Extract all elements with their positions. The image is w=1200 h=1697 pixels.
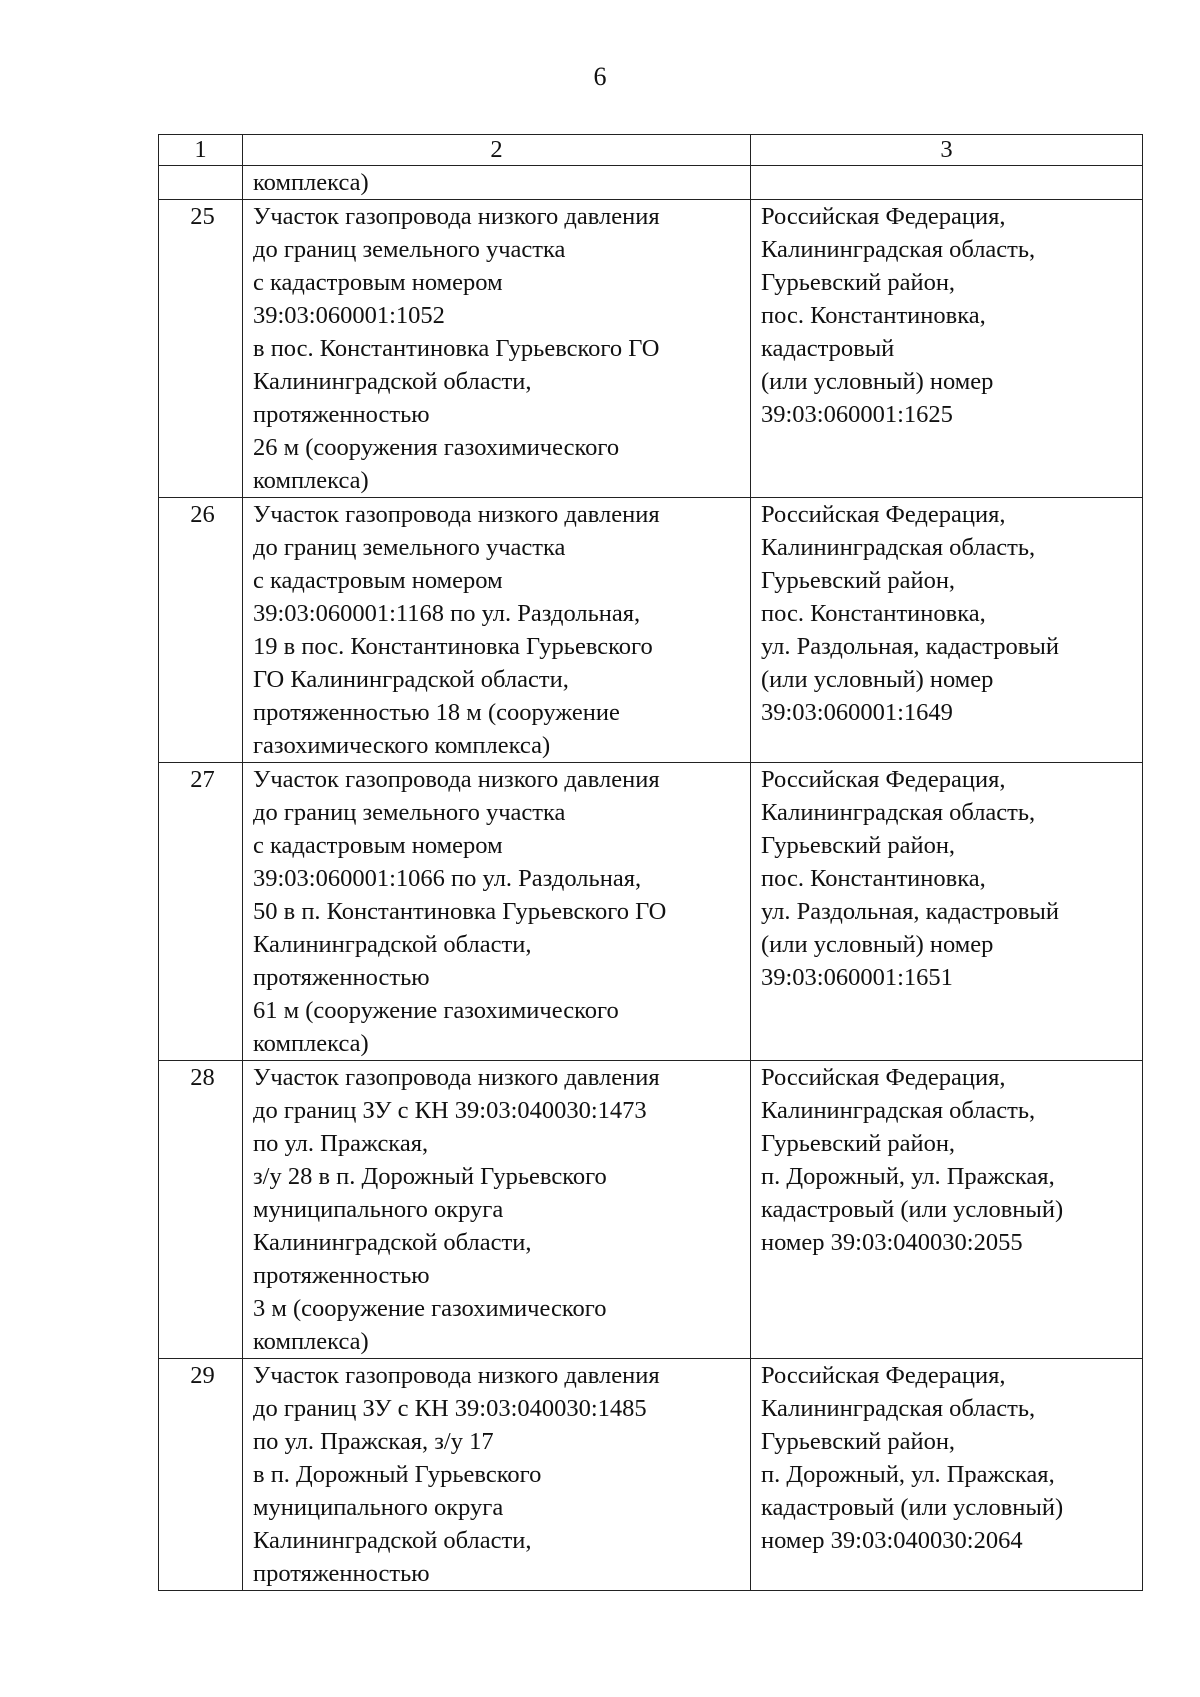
address-line: (или условный) номер: [761, 931, 994, 958]
address-line: Калининградская область,: [761, 1097, 1036, 1124]
address-line: пос. Константиновка,: [761, 600, 986, 627]
address-line: Гурьевский район,: [761, 832, 956, 859]
address-line: Российская Федерация,: [761, 501, 1006, 528]
description-line: Участок газопровода низкого давления: [253, 766, 660, 793]
description-line: до границ земельного участка: [253, 236, 566, 263]
description-line: 19 в пос. Константиновка Гурьевского: [253, 633, 653, 660]
description-line: Участок газопровода низкого давления: [253, 501, 660, 528]
address-line: п. Дорожный, ул. Пражская,: [761, 1163, 1055, 1190]
object-description: [243, 763, 751, 1061]
object-address: [751, 1359, 1143, 1591]
object-address: [751, 200, 1143, 498]
address-line: 39:03:060001:1625: [761, 401, 953, 428]
address-line: Гурьевский район,: [761, 269, 956, 296]
address-line: Российская Федерация,: [761, 1064, 1006, 1091]
object-address: [751, 763, 1143, 1061]
description-line: 50 в п. Константиновка Гурьевского ГО: [253, 898, 667, 925]
column-header-address: 3: [751, 135, 1143, 166]
description-line: комплекса): [253, 1328, 369, 1355]
table-row: [159, 200, 1143, 498]
description-line: муниципального округа: [253, 1494, 504, 1521]
address-line: номер 39:03:040030:2055: [761, 1229, 1023, 1256]
header-row: [159, 135, 1143, 166]
address-line: п. Дорожный, ул. Пражская,: [761, 1461, 1055, 1488]
description-line: Калининградской области,: [253, 931, 532, 958]
description-line: Участок газопровода низкого давления: [253, 203, 660, 230]
address-line: 39:03:060001:1651: [761, 964, 953, 991]
address-line: кадастровый: [761, 335, 895, 362]
address-line: (или условный) номер: [761, 666, 994, 693]
object-description: [243, 1061, 751, 1359]
row-number: 28: [159, 1061, 243, 1359]
description-line: Калининградской области,: [253, 368, 532, 395]
description-line: до границ ЗУ с КН 39:03:040030:1485: [253, 1395, 647, 1422]
description-line: 39:03:060001:1066 по ул. Раздольная,: [253, 865, 642, 892]
description-line: в п. Дорожный Гурьевского: [253, 1461, 542, 1488]
row-number: 25: [159, 200, 243, 498]
description-line: Калининградской области,: [253, 1527, 532, 1554]
description-line: в пос. Константиновка Гурьевского ГО: [253, 335, 660, 362]
description-line: с кадастровым номером: [253, 567, 503, 594]
description-line: 39:03:060001:1168 по ул. Раздольная,: [253, 600, 641, 627]
address-line: Калининградская область,: [761, 236, 1036, 263]
description-line: по ул. Пражская,: [253, 1130, 429, 1157]
address-line: Российская Федерация,: [761, 203, 1006, 230]
description-line: муниципального округа: [253, 1196, 504, 1223]
description-line: до границ земельного участка: [253, 534, 566, 561]
description-line: ГО Калининградской области,: [253, 666, 569, 693]
table-body: [159, 166, 1143, 1591]
description-line: протяженностью: [253, 964, 430, 991]
address-line: 39:03:060001:1649: [761, 699, 953, 726]
address-line: Калининградская область,: [761, 534, 1036, 561]
description-line: 39:03:060001:1052: [253, 302, 445, 329]
address-line: Калининградская область,: [761, 1395, 1036, 1422]
address-line: Российская Федерация,: [761, 1362, 1006, 1389]
description-line: с кадастровым номером: [253, 269, 503, 296]
table-row: [159, 1359, 1143, 1591]
registry-table: [158, 134, 1143, 1591]
address-line: номер 39:03:040030:2064: [761, 1527, 1023, 1554]
description-line: протяженностью: [253, 1560, 430, 1587]
address-line: Калининградская область,: [761, 799, 1036, 826]
row-number: 26: [159, 498, 243, 763]
address-line: пос. Константиновка,: [761, 302, 986, 329]
continuation-row: [159, 166, 1143, 200]
object-address: [751, 498, 1143, 763]
description-line: протяженностью 18 м (сооружение: [253, 699, 620, 726]
description-line: с кадастровым номером: [253, 832, 503, 859]
address-line: ул. Раздольная, кадастровый: [761, 633, 1059, 660]
object-description: [243, 1359, 751, 1591]
description-line: до границ ЗУ с КН 39:03:040030:1473: [253, 1097, 647, 1124]
description-line: комплекса): [253, 1030, 369, 1057]
address-line: кадастровый (или условный): [761, 1196, 1064, 1223]
object-address: [751, 1061, 1143, 1359]
description-line: з/у 28 в п. Дорожный Гурьевского: [253, 1163, 607, 1190]
description-line: Калининградской области,: [253, 1229, 532, 1256]
continuation-address: [751, 166, 1143, 200]
description-line: 26 м (сооружения газохимического: [253, 434, 620, 461]
address-line: Гурьевский район,: [761, 567, 956, 594]
object-description: [243, 200, 751, 498]
address-line: Гурьевский район,: [761, 1130, 956, 1157]
column-header-number: 1: [159, 135, 243, 166]
description-line: до границ земельного участка: [253, 799, 566, 826]
address-line: (или условный) номер: [761, 368, 994, 395]
table-row: [159, 498, 1143, 763]
row-number: 27: [159, 763, 243, 1061]
description-line: газохимического комплекса): [253, 732, 551, 759]
page-number: 6: [593, 62, 607, 91]
description-line: комплекса): [253, 169, 369, 196]
address-line: ул. Раздольная, кадастровый: [761, 898, 1059, 925]
continuation-number: [159, 166, 243, 200]
description-line: протяженностью: [253, 401, 430, 428]
description-line: Участок газопровода низкого давления: [253, 1064, 660, 1091]
column-header-description: 2: [243, 135, 751, 166]
description-line: 3 м (сооружение газохимического: [253, 1295, 607, 1322]
address-line: Российская Федерация,: [761, 766, 1006, 793]
address-line: кадастровый (или условный): [761, 1494, 1064, 1521]
description-line: 61 м (сооружение газохимического: [253, 997, 619, 1024]
address-line: пос. Константиновка,: [761, 865, 986, 892]
description-line: протяженностью: [253, 1262, 430, 1289]
description-line: Участок газопровода низкого давления: [253, 1362, 660, 1389]
description-line: по ул. Пражская, з/у 17: [253, 1428, 494, 1455]
description-line: комплекса): [253, 467, 369, 494]
table-row: [159, 763, 1143, 1061]
table-row: [159, 1061, 1143, 1359]
continuation-description: [243, 166, 751, 200]
row-number: 29: [159, 1359, 243, 1591]
object-description: [243, 498, 751, 763]
address-line: Гурьевский район,: [761, 1428, 956, 1455]
